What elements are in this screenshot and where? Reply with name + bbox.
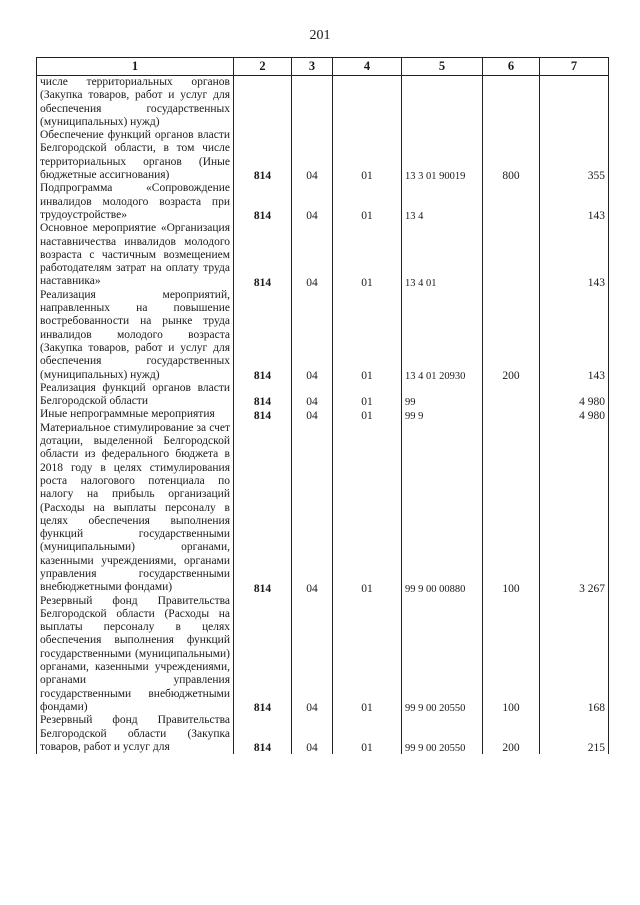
row-amount: 215 [540, 714, 609, 754]
row-target-code: 13 4 [402, 182, 483, 222]
row-target-code: 99 [402, 382, 483, 409]
row-amount: 143 [540, 182, 609, 222]
row-code: 814 [234, 182, 292, 222]
row-name: числе территориальных органов (Закупка товаров, работ и услуг для обеспечения государственных (муниципальных) нужд) [37, 76, 234, 130]
row-name: Материальное стимулирование за счет дотации, выделенной Белгородской области из федерального бюджета в 2018 году в целях стимулирования роста налогового потенциала по налогу на прибыль организаций (Расходы на выплаты персоналу в целях обеспечения выполнения функций государственными (муниципальными) органами, казенными учреждениями, органами управления государственными внебюджетными фондами) [37, 422, 234, 595]
header-row [37, 58, 609, 76]
row-code: 814 [234, 595, 292, 715]
table-row [37, 76, 609, 130]
header-col-4: 4 [333, 58, 402, 76]
row-code: 814 [234, 382, 292, 409]
row-target-code: 99 9 00 20550 [402, 714, 483, 754]
row-expense-type: 100 [483, 595, 540, 715]
row-section: 04 [292, 182, 333, 222]
table-row [37, 595, 609, 715]
row-section: 04 [292, 714, 333, 754]
table-row [37, 382, 609, 409]
table-row [37, 289, 609, 382]
page-number: 201 [309, 28, 331, 43]
row-subsection [333, 76, 402, 130]
row-section: 04 [292, 382, 333, 409]
row-code: 814 [234, 289, 292, 382]
row-target-code: 99 9 [402, 408, 483, 421]
row-name: Реализация мероприятий, направленных на повышение востребованности на рынке труда инвалидов молодого возраста (Закупка товаров, работ и услуг для обеспечения государственных (муниципальных) нужд) [37, 289, 234, 382]
row-expense-type [483, 382, 540, 409]
row-amount: 4 980 [540, 408, 609, 421]
table-row [37, 422, 609, 595]
row-section: 04 [292, 422, 333, 595]
header-col-5: 5 [402, 58, 483, 76]
row-expense-type [483, 182, 540, 222]
row-subsection: 01 [333, 129, 402, 182]
header-col-6: 6 [483, 58, 540, 76]
budget-table [36, 57, 609, 754]
row-section: 04 [292, 222, 333, 288]
row-amount: 168 [540, 595, 609, 715]
row-subsection: 01 [333, 595, 402, 715]
row-subsection: 01 [333, 422, 402, 595]
table-row [37, 182, 609, 222]
row-name: Реализация функций органов власти Белгородской области [37, 382, 234, 409]
row-code: 814 [234, 422, 292, 595]
row-subsection: 01 [333, 182, 402, 222]
row-section: 04 [292, 129, 333, 182]
header-col-3: 3 [292, 58, 333, 76]
row-subsection: 01 [333, 222, 402, 288]
table-row [37, 714, 609, 754]
row-expense-type [483, 76, 540, 130]
row-section [292, 76, 333, 130]
row-expense-type: 200 [483, 289, 540, 382]
row-name: Основное мероприятие «Организация наставничества инвалидов молодого возраста с частичным возмещением работодателям затрат на оплату труда наставника» [37, 222, 234, 288]
row-target-code: 99 9 00 00880 [402, 422, 483, 595]
header-col-1: 1 [37, 58, 234, 76]
row-amount: 143 [540, 222, 609, 288]
row-target-code: 13 4 01 [402, 222, 483, 288]
table-row [37, 129, 609, 182]
row-name: Иные непрограммные мероприятия [37, 408, 234, 421]
row-name: Резервный фонд Правительства Белгородской области (Расходы на выплаты персоналу в целях обеспечения выполнения функций государственными (муниципальными) органами, казенными учреждениями, органами управления государственными внебюджетными фондами) [37, 595, 234, 715]
row-code: 814 [234, 129, 292, 182]
row-subsection: 01 [333, 714, 402, 754]
row-expense-type [483, 408, 540, 421]
row-section: 04 [292, 289, 333, 382]
row-subsection: 01 [333, 382, 402, 409]
row-name: Обеспечение функций органов власти Белгородской области, в том числе территориальных органов (Иные бюджетные ассигнования) [37, 129, 234, 182]
header-col-2: 2 [234, 58, 292, 76]
row-target-code: 13 4 01 20930 [402, 289, 483, 382]
row-section: 04 [292, 595, 333, 715]
row-code [234, 76, 292, 130]
row-code: 814 [234, 714, 292, 754]
row-name: Резервный фонд Правительства Белгородской области (Закупка товаров, работ и услуг для [37, 714, 234, 754]
row-amount: 355 [540, 129, 609, 182]
row-amount: 3 267 [540, 422, 609, 595]
row-subsection: 01 [333, 289, 402, 382]
row-code: 814 [234, 222, 292, 288]
table-row [37, 222, 609, 288]
row-expense-type: 100 [483, 422, 540, 595]
row-target-code: 99 9 00 20550 [402, 595, 483, 715]
row-section: 04 [292, 408, 333, 421]
row-subsection: 01 [333, 408, 402, 421]
row-expense-type [483, 222, 540, 288]
row-expense-type: 800 [483, 129, 540, 182]
row-target-code: 13 3 01 90019 [402, 129, 483, 182]
row-target-code [402, 76, 483, 130]
table-row [37, 408, 609, 421]
row-amount [540, 76, 609, 130]
row-name: Подпрограмма «Сопровождение инвалидов молодого возраста при трудоустройстве» [37, 182, 234, 222]
row-expense-type: 200 [483, 714, 540, 754]
row-amount: 4 980 [540, 382, 609, 409]
row-amount: 143 [540, 289, 609, 382]
header-col-7: 7 [540, 58, 609, 76]
row-code: 814 [234, 408, 292, 421]
